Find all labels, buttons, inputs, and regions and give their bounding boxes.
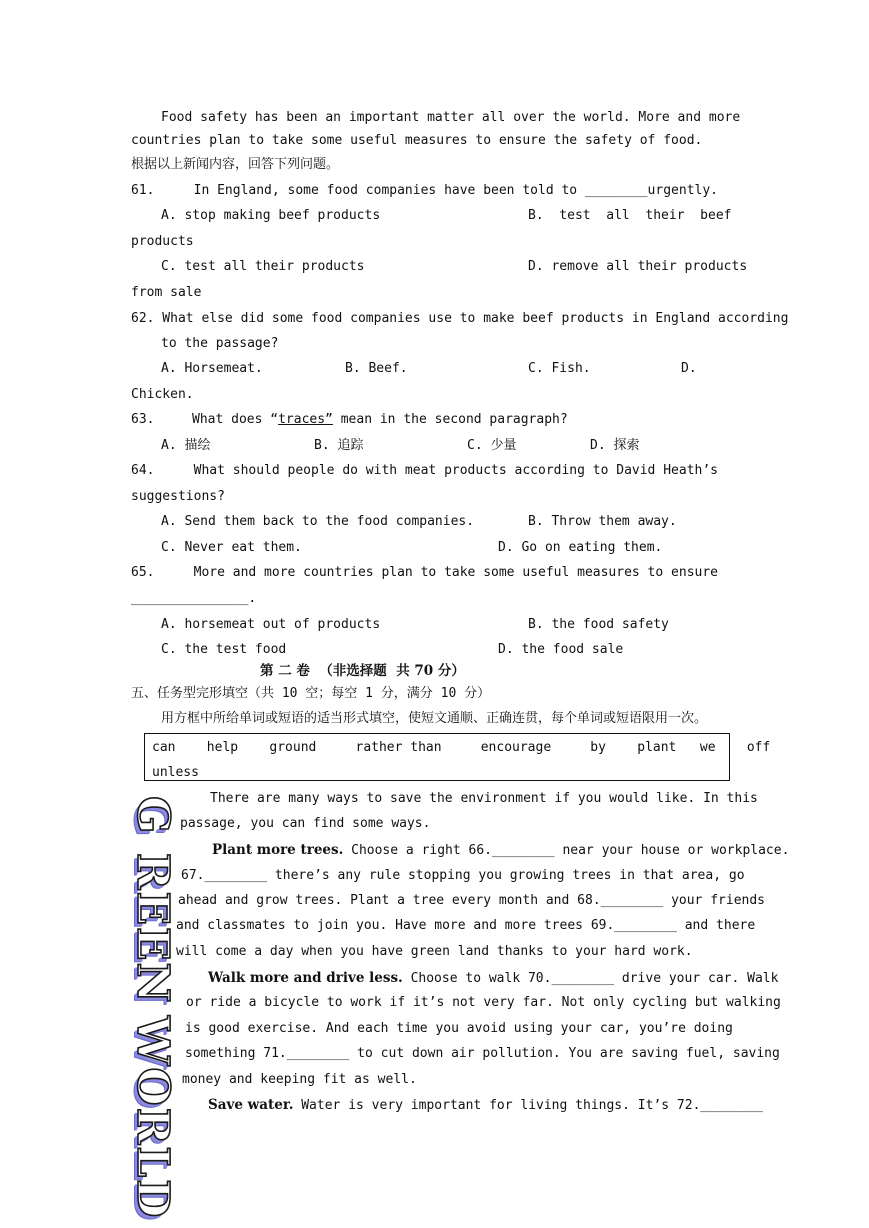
passage-p2-line-1 — [212, 841, 789, 860]
passage-p3-line-1-text: Choose to walk 70.________ drive your car. Walk — [402, 971, 779, 986]
q63-stem-pre: What does “ — [192, 412, 279, 427]
intro-line-1: Food safety has been an important matter all over the world. More and more — [161, 110, 741, 125]
q62-stem-2: to the passage? — [161, 336, 279, 351]
q63-option-d: D. 探索 — [590, 438, 640, 453]
word-bank-box — [144, 733, 771, 781]
q64-stem-1: 64. What should people do with meat products according to David Heath’s — [131, 463, 718, 478]
q64-option-c: C. Never eat them. — [161, 540, 302, 555]
heading-save-water: Save water. — [208, 1097, 294, 1113]
watermark-green: G REEN — [127, 796, 178, 1005]
passage-p2-line-5: will come a day when you have green land thanks to your hard work. — [176, 944, 693, 959]
q63-stem — [192, 411, 568, 429]
q65-option-d: D. the food sale — [498, 642, 624, 657]
q62-option-c: C. Fish. — [528, 361, 591, 376]
q61-stem: 61. In England, some food companies have been told to ________urgently. — [131, 183, 718, 198]
passage-p3-line-1 — [208, 969, 778, 988]
q63-option-a: A. 描绘 — [161, 438, 211, 453]
q61-option-b: B. test all their beef — [528, 208, 732, 223]
q64-option-b: B. Throw them away. — [528, 514, 677, 529]
q63-stem-post: mean in the second paragraph? — [332, 412, 568, 427]
section-title: 第 二 卷 （非选择题 共 70 分） — [260, 663, 465, 679]
q64-option-d: D. Go on eating them. — [498, 540, 663, 555]
q65-option-c: C. the test food — [161, 642, 287, 657]
q61-option-d-cont: from sale — [131, 285, 202, 300]
passage-p4-line-1-text: Water is very important for living things. It’s 72.________ — [293, 1098, 764, 1113]
heading-walk-more: Walk more and drive less. — [208, 970, 403, 986]
q61-option-b-cont: products — [131, 234, 194, 249]
passage-p2-line-4: and classmates to join you. Have more and more trees 69.________ and there — [176, 918, 756, 933]
passage-p3-line-3: is good exercise. And each time you avoid using your car, you’re doing — [185, 1021, 733, 1036]
q61-option-c: C. test all their products — [161, 259, 365, 274]
q62-stem-1: 62. What else did some food companies use to make beef products in England according — [131, 311, 789, 326]
q65-option-b: B. the food safety — [528, 617, 669, 632]
q64-option-a: A. Send them back to the food companies. — [161, 514, 475, 529]
q63-number: 63. — [131, 412, 155, 427]
q62-option-d: D. — [681, 361, 697, 376]
passage-p3-line-5: money and keeping fit as well. — [182, 1072, 417, 1087]
q62-option-d-cont: Chicken. — [131, 387, 194, 402]
q65-stem-1: 65. More and more countries plan to take some useful measures to ensure — [131, 565, 718, 580]
intro-instruction: 根据以上新闻内容，回答下列问题。 — [131, 157, 340, 172]
watermark-world: WORLD — [127, 1016, 178, 1220]
q61-option-a: A. stop making beef products — [161, 208, 381, 223]
intro-line-2: countries plan to take some useful measures to ensure the safety of food. — [131, 133, 703, 148]
q62-option-a: A. Horsemeat. — [161, 361, 263, 376]
q65-option-a: A. horsemeat out of products — [161, 617, 381, 632]
part-five-instruction: 用方框中所给单词或短语的适当形式填空，使短文通顺、正确连贯，每个单词或短语限用一次。 — [161, 711, 708, 726]
passage-p2-line-3: ahead and grow trees. Plant a tree every month and 68.________ your friends — [178, 893, 765, 908]
passage-p1-line-1: There are many ways to save the environment if you would like. In this — [210, 791, 758, 806]
q61-option-d: D. remove all their products — [528, 259, 748, 274]
word-bank-line-2: unless — [152, 765, 199, 780]
passage-p3-line-2: or ride a bicycle to work if it’s not very far. Not only cycling but walking — [186, 995, 781, 1010]
passage-p2-line-1-text: Choose a right 66.________ near your house or workplace. — [343, 843, 790, 858]
passage-p1-line-2: passage, you can find some ways. — [180, 816, 431, 831]
q63-option-c: C. 少量 — [467, 438, 517, 453]
q63-option-b: B. 追踪 — [314, 438, 364, 453]
passage-p3-line-4: something 71.________ to cut down air pollution. You are saving fuel, saving — [185, 1046, 780, 1061]
heading-plant-trees: Plant more trees. — [212, 842, 344, 858]
q62-option-b: B. Beef. — [345, 361, 408, 376]
passage-p4-line-1 — [208, 1096, 763, 1115]
q63-keyword: traces” — [278, 412, 333, 427]
part-five-heading: 五、任务型完形填空（共 10 空；每空 1 分，满分 10 分） — [131, 686, 491, 701]
word-bank-line-1: can help ground rather than encourage by plant we off — [152, 740, 771, 755]
q65-stem-2: _______________. — [131, 591, 257, 606]
passage-p2-line-2: 67.________ there’s any rule stopping you growing trees in that area, go — [181, 868, 745, 883]
q64-stem-2: suggestions? — [131, 489, 225, 504]
